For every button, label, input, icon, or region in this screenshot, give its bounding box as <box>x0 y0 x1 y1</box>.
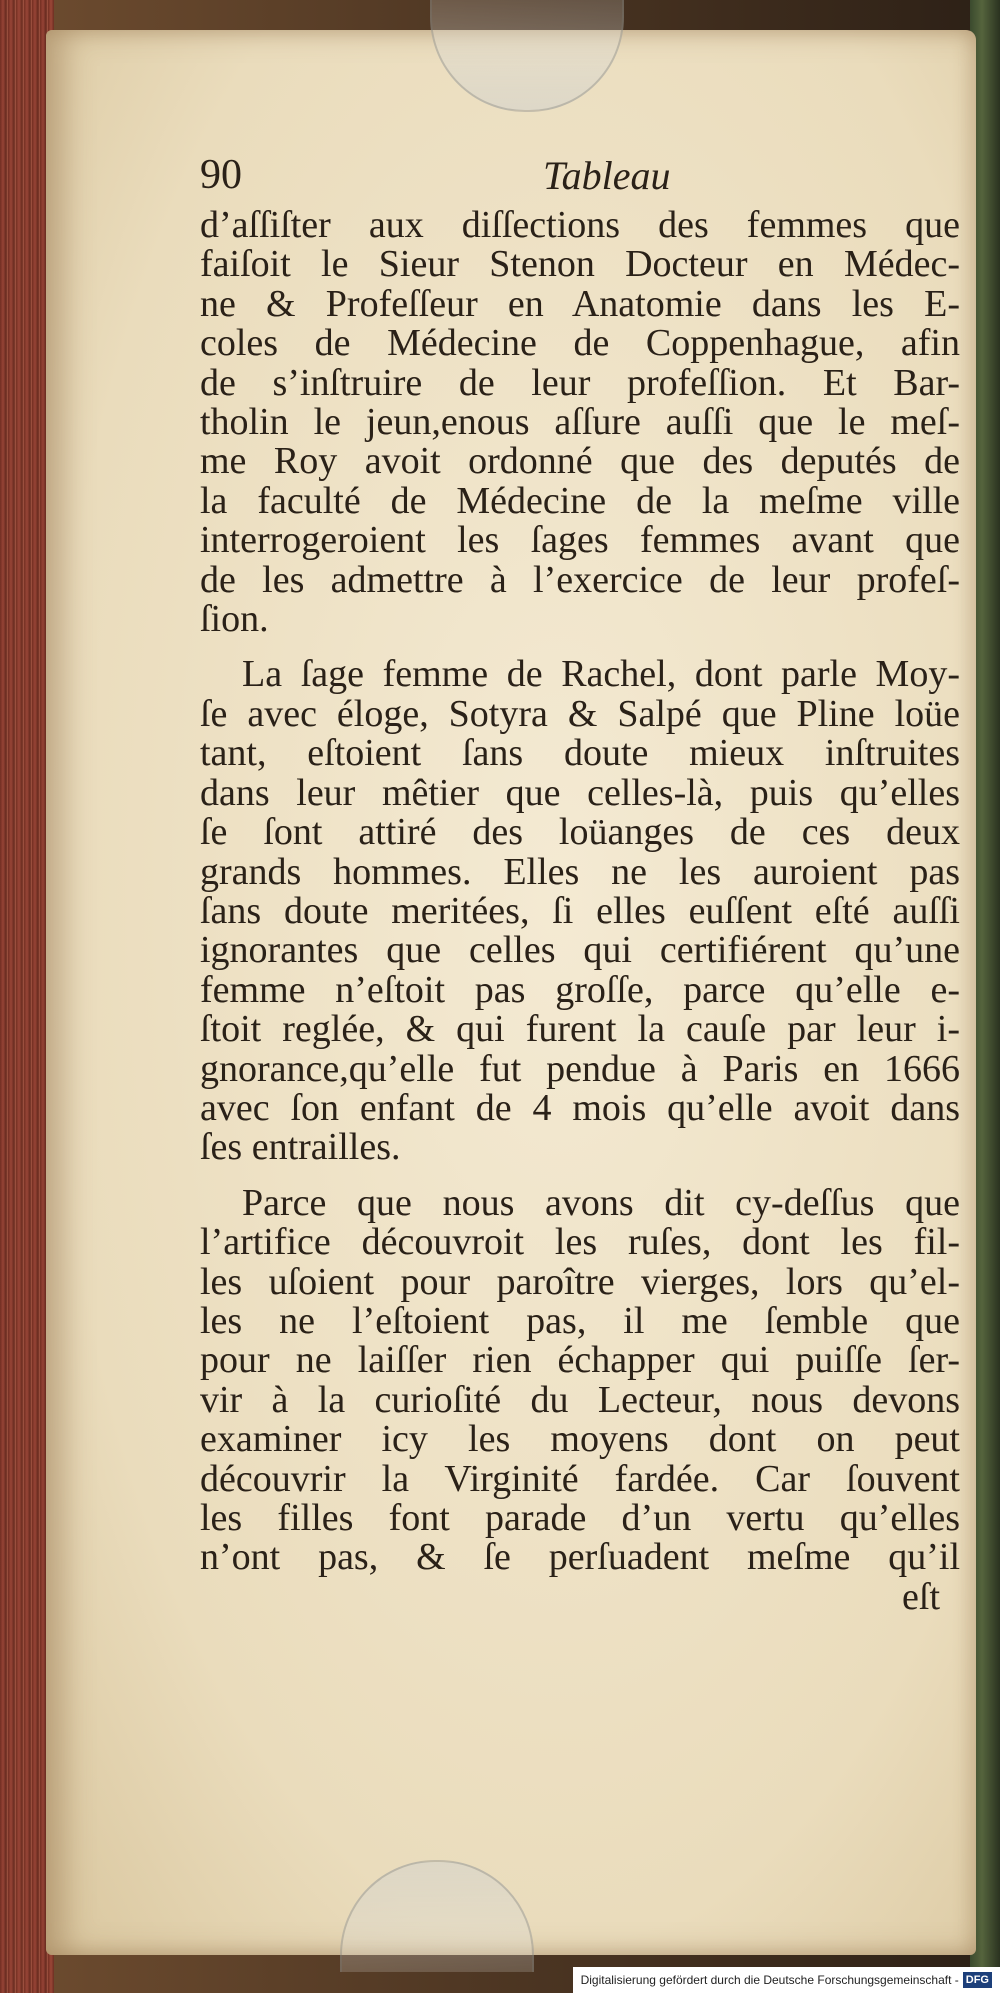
page-header <box>200 152 960 206</box>
text-line: ſes entrailles. <box>200 1126 401 1169</box>
catchword: eſt <box>902 1575 940 1618</box>
text-line: ne & Profeſſeur en Anatomie dans les E- <box>200 282 960 325</box>
text-line: coles de Médecine de Coppenhague, afin <box>200 322 960 365</box>
text-line: les filles font parade d’un vertu qu’elles <box>200 1497 960 1539</box>
text-line: pour ne laiſſer rien échapper qui puiſſe ſer- <box>200 1339 960 1382</box>
text-line: tholin le jeun,enous aſſure auſſi que le meſ- <box>200 401 960 444</box>
text-line: de les admettre à l’exercice de leur profeſ- <box>200 558 960 601</box>
text-line: vir à la curioſité du Lecteur, nous devons <box>200 1378 960 1421</box>
text-line: ſe avec éloge, Sotyra & Salpé que Pline loüe <box>200 692 960 735</box>
text-line: la faculté de Médecine de la meſme ville <box>200 479 960 522</box>
credit-text: Digitalisierung gefördert durch die Deutsche Forschungsgemeinschaft - <box>580 1973 959 1987</box>
text-line: dans leur mêtier que celles-là, puis qu’elles <box>200 771 960 814</box>
dfg-logo: DFG <box>963 1972 992 1988</box>
running-head: Tableau <box>543 153 671 198</box>
text-line: examiner icy les moyens dont on peut <box>200 1418 960 1461</box>
paragraph-1 <box>200 206 960 639</box>
text-line: ſtoit reglée, & qui furent la cauſe par leur i- <box>200 1008 960 1051</box>
text-line: grands hommes. Elles ne les auroient pas <box>200 850 960 893</box>
text-line: ſion. <box>200 598 269 641</box>
text-line: les uſoient pour paroître vierges, lors qu’el- <box>200 1260 960 1303</box>
page-text <box>200 152 960 1618</box>
text-line: me Roy avoit ordonné que des deputés de <box>200 440 960 483</box>
text-line: d’aſſiſter aux diſſections des femmes que <box>200 204 960 246</box>
text-line: avec ſon enfant de 4 mois qu’elle avoit dans <box>200 1086 960 1129</box>
text-line: La ſage femme de Rachel, dont parle Moy- <box>242 653 960 696</box>
paragraph-2 <box>200 655 960 1167</box>
text-line: ignorantes que celles qui certifiérent qu’une <box>200 929 960 972</box>
text-line: interrogeroient les ſages femmes avant que <box>200 519 960 562</box>
text-line: gnorance,qu’elle fut pendue à Paris en 1666 <box>200 1047 960 1090</box>
text-line: ſe ſont attiré des loüanges de ces deux <box>200 811 960 854</box>
text-line: l’artifice découvroit les ruſes, dont les fil- <box>200 1221 960 1264</box>
digitization-credit <box>573 1967 1000 1993</box>
text-line: Parce que nous avons dit cy-deſſus que <box>242 1181 960 1224</box>
text-line: femme n’eſtoit pas groſſe, parce qu’elle e- <box>200 968 960 1011</box>
text-line: les ne l’eſtoient pas, il me ſemble que <box>200 1299 960 1342</box>
text-line: de s’inſtruire de leur profeſſion. Et Bar- <box>200 361 960 404</box>
text-line: faiſoit le Sieur Stenon Docteur en Médec- <box>200 243 960 286</box>
text-line: découvrir la Virginité fardée. Car ſouvent <box>200 1457 960 1500</box>
text-line: n’ont pas, & ſe perſuadent meſme qu’il <box>200 1536 960 1579</box>
text-line: ſans doute meritées, ſi elles euſſent eſté auſſi <box>200 889 960 932</box>
text-line: tant, eſtoient ſans doute mieux inſtruites <box>200 732 960 775</box>
page-number: 90 <box>200 152 242 198</box>
paragraph-3 <box>200 1181 960 1579</box>
